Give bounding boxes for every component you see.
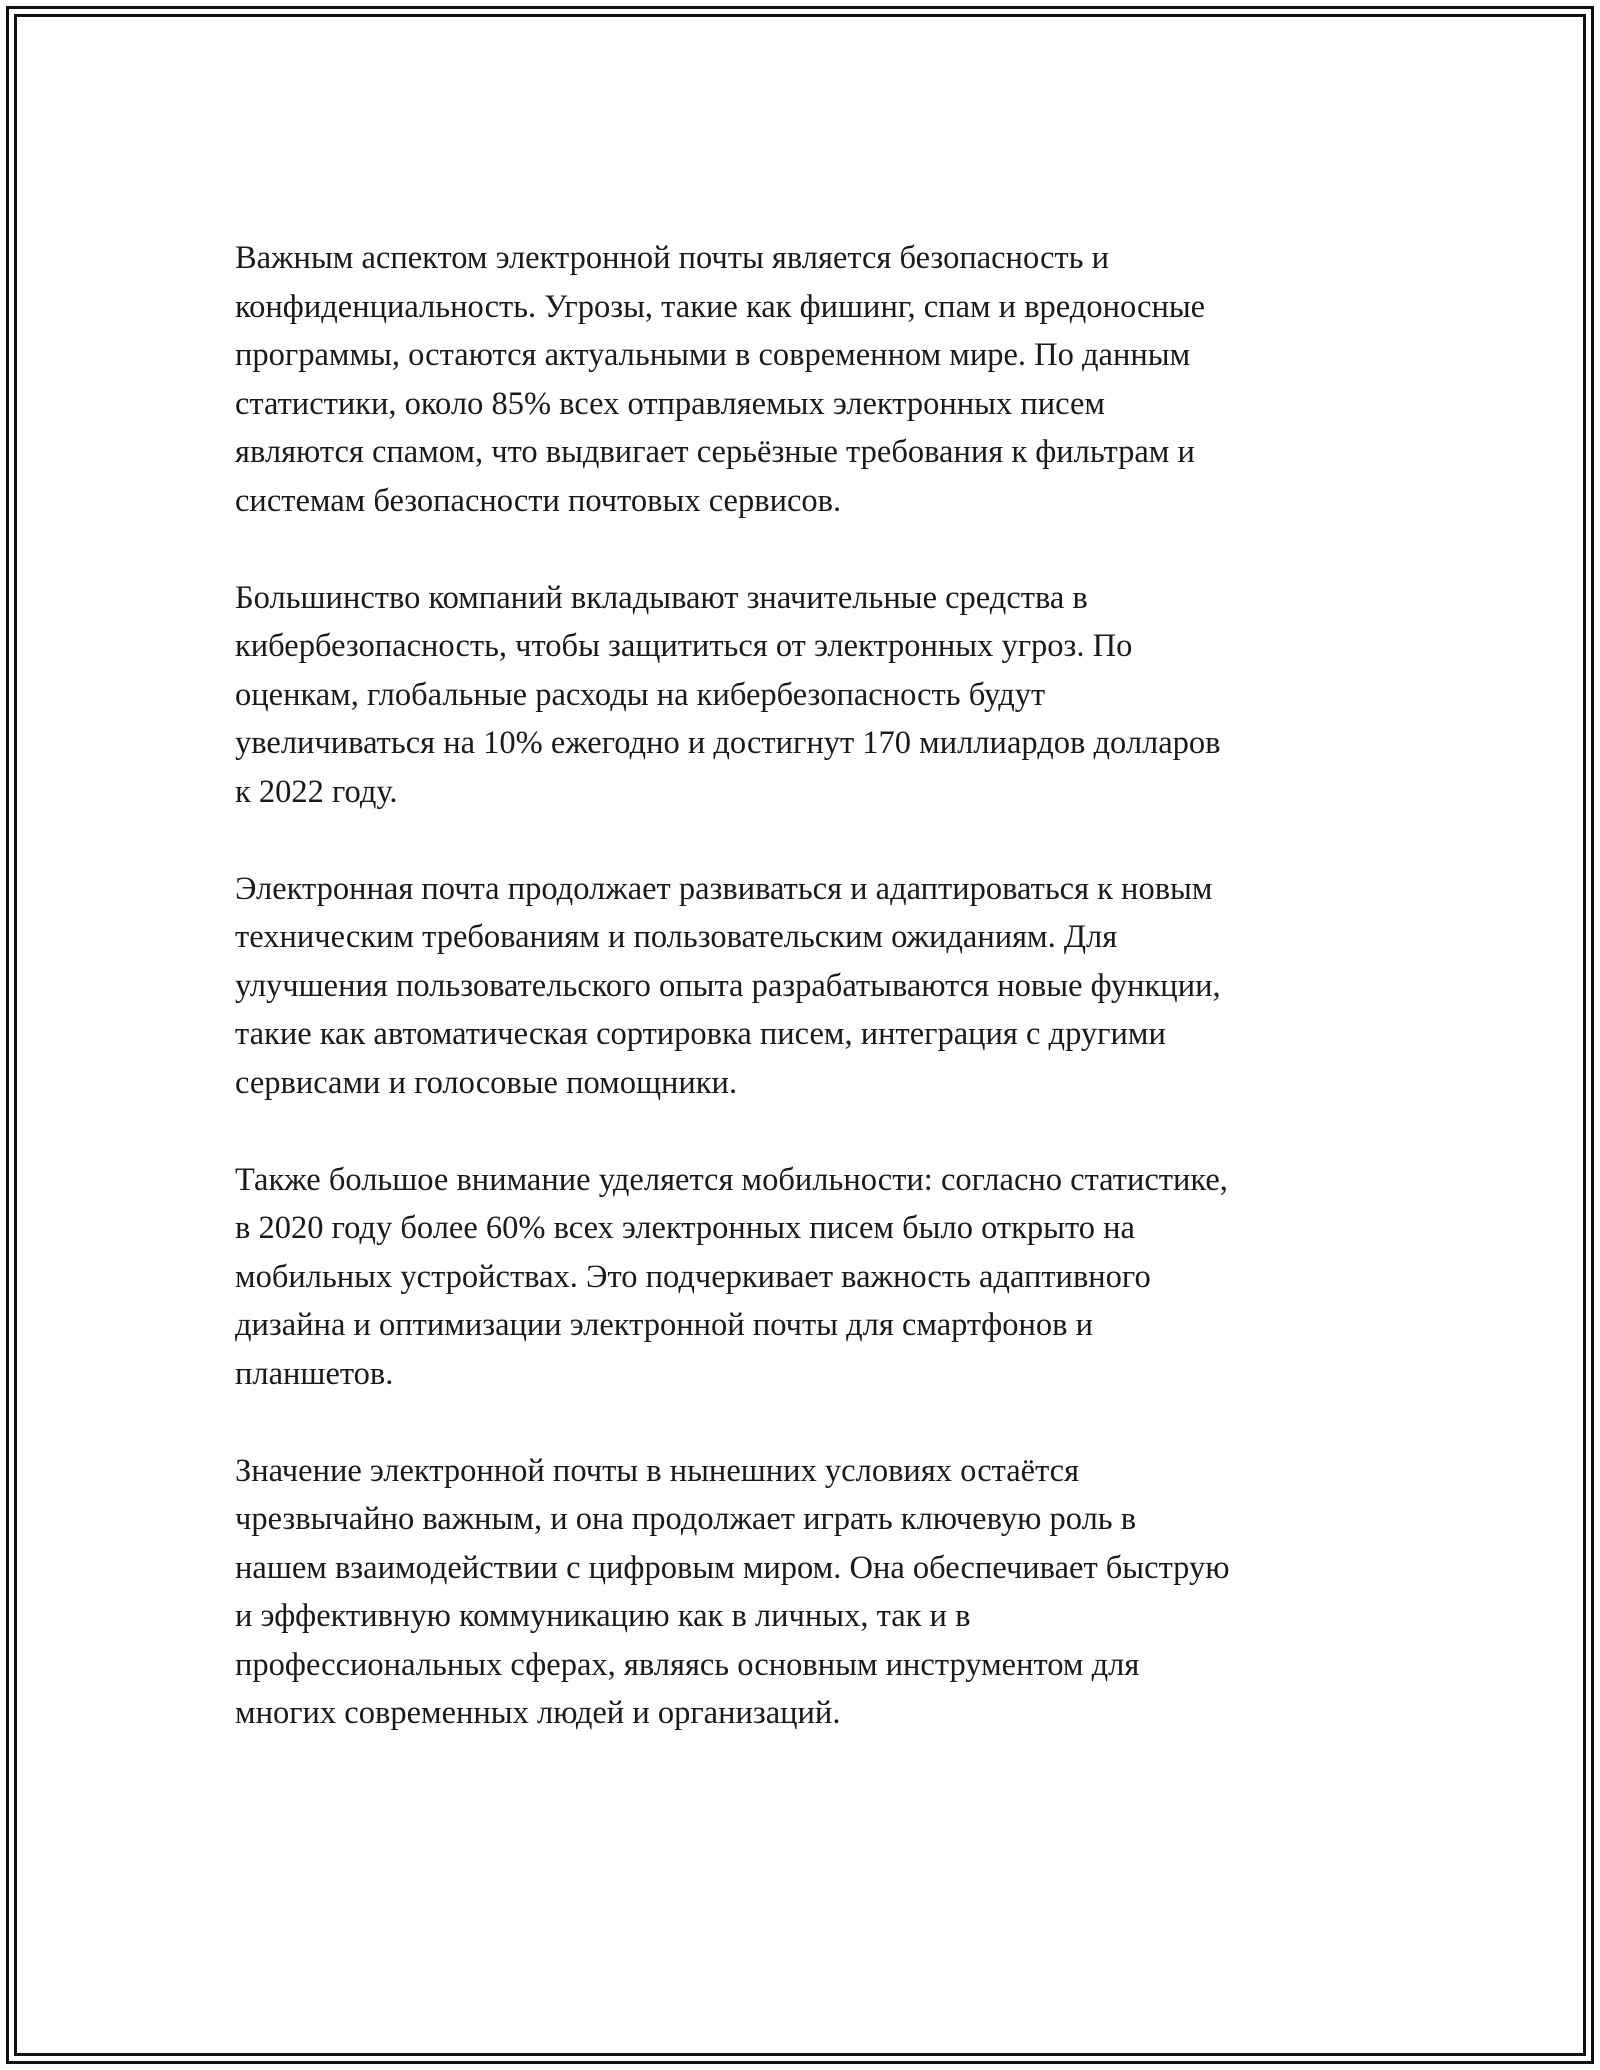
text-line: системам безопасности почтовых сервисов. <box>235 482 842 519</box>
paragraph-new-features <box>235 865 1375 1108</box>
text-line: увеличиваться на 10% ежегодно и достигнут 170 миллиардов долларов <box>235 725 1221 761</box>
text-line: программы, остаются актуальными в современном мире. По данным <box>235 337 1191 373</box>
text-line: планшетов. <box>235 1355 394 1392</box>
text-line: Электронная почта продолжает развиваться и адаптироваться к новым <box>235 870 1213 907</box>
document-body <box>235 234 1375 1738</box>
text-line: чрезвычайно важным, и она продолжает играть ключевую роль в <box>235 1501 1137 1537</box>
text-line: статистики, около 85% всех отправляемых электронных писем <box>235 385 1105 422</box>
paragraph-conclusion <box>235 1447 1375 1738</box>
text-line: Важным аспектом электронной почты является безопасность и <box>235 240 1109 276</box>
text-line: профессиональных сферах, являясь основным инструментом для <box>235 1646 1140 1683</box>
paragraph-mobility <box>235 1156 1375 1399</box>
text-line: и эффективную коммуникацию как в личных, так и в <box>235 1598 971 1634</box>
text-line: конфиденциальность. Угрозы, такие как фишинг, спам и вредоносные <box>235 288 1206 325</box>
text-line: техническим требованиям и пользовательским ожиданиям. Для <box>235 919 1118 955</box>
text-line: сервисами и голосовые помощники. <box>235 1064 738 1101</box>
text-line: Большинство компаний вкладывают значительные средства в <box>235 579 1088 616</box>
text-line: оценкам, глобальные расходы на кибербезопасность будут <box>235 676 1046 713</box>
text-line: кибербезопасность, чтобы защититься от электронных угроз. По <box>235 628 1133 664</box>
text-line: в 2020 году более 60% всех электронных писем было открыто на <box>235 1210 1135 1246</box>
text-line: к 2022 году. <box>235 773 398 810</box>
text-line: улучшения пользовательского опыта разрабатываются новые функции, <box>235 967 1221 1004</box>
text-line: Значение электронной почты в нынешних условиях остаётся <box>235 1452 1080 1489</box>
text-line: дизайна и оптимизации электронной почты для смартфонов и <box>235 1307 1093 1343</box>
text-line: такие как автоматическая сортировка писем, интеграция с другими <box>235 1016 1166 1052</box>
text-line: Также большое внимание уделяется мобильности: согласно статистике, <box>235 1161 1228 1198</box>
text-line: нашем взаимодействии с цифровым миром. Она обеспечивает быструю <box>235 1549 1230 1586</box>
paragraph-security <box>235 234 1375 525</box>
text-line: мобильных устройствах. Это подчеркивает важность адаптивного <box>235 1258 1151 1295</box>
text-line: многих современных людей и организаций. <box>235 1695 841 1731</box>
paragraph-cybersecurity-spending <box>235 574 1375 817</box>
text-line: являются спамом, что выдвигает серьёзные требования к фильтрам и <box>235 434 1195 470</box>
